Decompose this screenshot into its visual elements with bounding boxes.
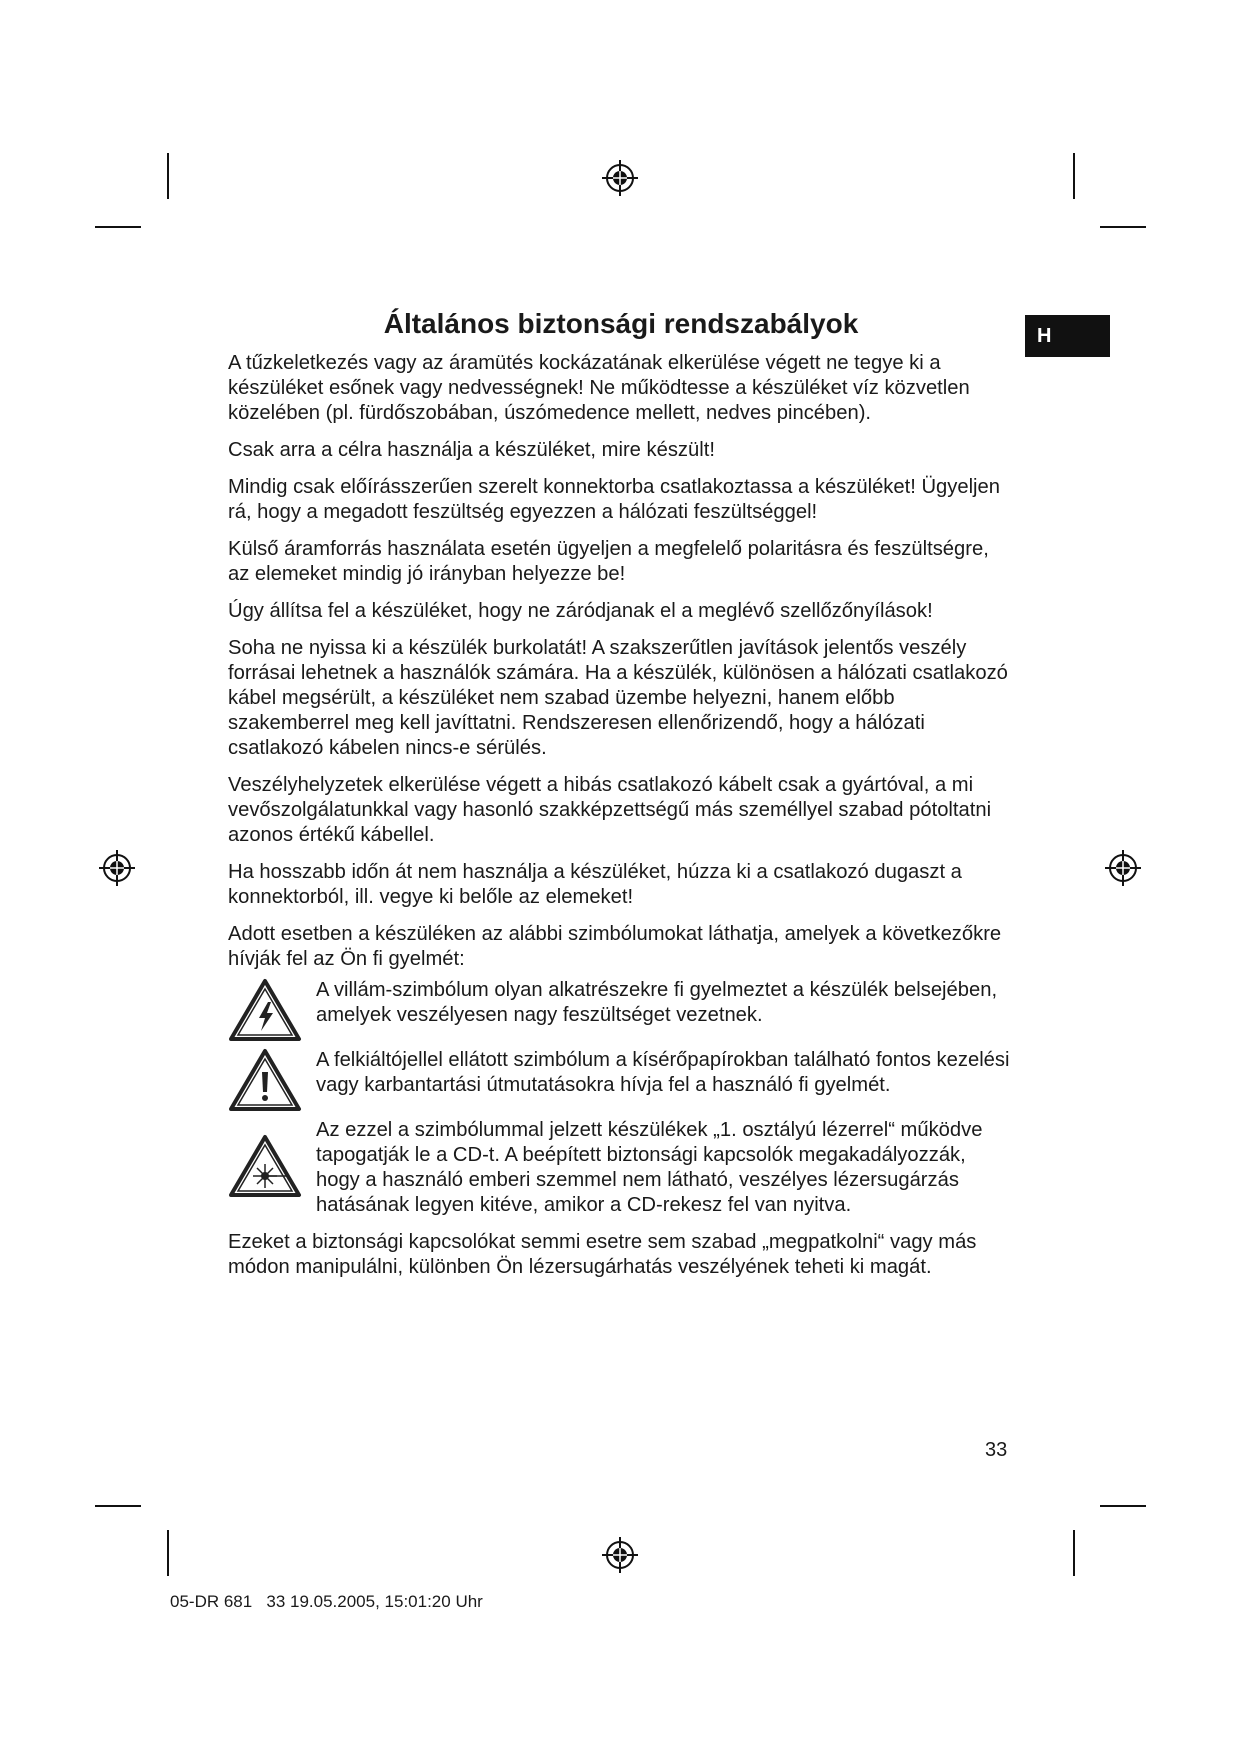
paragraph: A tűzkeletkezés vagy az áramütés kockázatának elkerülése végett ne tegye ki a készüléket esőnek vagy nedvességnek! Ne működtesse a készüléket víz közvetlen közelében (pl. fürdőszobában, úszómedence mellett, nedves pincében). xyxy=(228,352,970,424)
safety-text xyxy=(228,351,1014,1292)
lightning-warning-icon xyxy=(228,978,302,1042)
symbol-row xyxy=(228,978,1014,1042)
crop-mark xyxy=(167,1530,169,1576)
crop-mark xyxy=(167,153,169,199)
print-footer: 05-DR 681 33 19.05.2005, 15:01:20 Uhr xyxy=(170,1592,483,1611)
symbol-description: A villám-szimbólum olyan alkatrészekre fi gyelmeztet a készülék belsejében, amelyek veszélyesen nagy feszültséget vezetnek. xyxy=(316,979,998,1026)
paragraph: Adott esetben a készüléken az alábbi szimbólumokat láthatja, amelyek a következőkre hívják fel az Ön fi gyelmét: xyxy=(228,923,1002,970)
symbol-description: A felkiáltójellel ellátott szimbólum a kísérőpapírokban található fontos kezelési vagy karbantartási útmutatásokra hívja fel a használó fi gyelmét. xyxy=(316,1049,1010,1096)
crop-mark xyxy=(1100,226,1146,228)
paragraph: Úgy állítsa fel a készüléket, hogy ne záródjanak el a meglévő szellőzőnyílások! xyxy=(228,600,933,622)
crop-mark xyxy=(95,1505,141,1507)
exclamation-warning-icon xyxy=(228,1048,302,1112)
registration-mark-icon xyxy=(600,1535,640,1575)
paragraph: Soha ne nyissa ki a készülék burkolatát! A szakszerűtlen javítások jelentős veszély forrásai lehetnek a használók számára. Ha a készülék, különösen a hálózati csatlakozó kábel megsérült, a készüléket nem szabad üzembe helyezni, hanem előbb szakemberrel meg kell javíttatni. Rendszeresen ellenőrizendő, hogy a hálózati csatlakozó kábelen nincs-e sérülés. xyxy=(228,637,1008,759)
paragraph: Ha hosszabb időn át nem használja a készüléket, húzza ki a csatlakozó dugaszt a konnektorból, ill. vegye ki belőle az elemeket! xyxy=(228,861,962,908)
registration-mark-icon xyxy=(1103,848,1143,888)
language-tab: H xyxy=(1025,315,1110,357)
paragraph: Csak arra a célra használja a készüléket, mire készült! xyxy=(228,439,715,461)
registration-mark-icon xyxy=(600,158,640,198)
registration-mark-icon xyxy=(97,848,137,888)
symbol-row xyxy=(228,1048,1014,1112)
crop-mark xyxy=(95,226,141,228)
crop-mark xyxy=(1073,1530,1075,1576)
crop-mark xyxy=(1073,153,1075,199)
symbol-row xyxy=(228,1118,1014,1218)
crop-mark xyxy=(1100,1505,1146,1507)
laser-warning-icon xyxy=(228,1134,302,1198)
page-title: Általános biztonsági rendszabályok xyxy=(383,308,859,339)
paragraph: Veszélyhelyzetek elkerülése végett a hibás csatlakozó kábelt csak a gyártóval, a mi vevőszolgálatunkkal vagy hasonló szakképzettségű más személlyel szabad pótoltatni azonos értékű kábellel. xyxy=(228,774,992,846)
symbol-description: Az ezzel a szimbólummal jelzett készülékek „1. osztályú lézerrel“ működve tapogatják le a CD-t. A beépített biztonsági kapcsolók megakadályozzák, hogy a használó emberi szemmel nem látható, veszélyes lézersugárzás hatásának legyen kitéve, amikor a CD-rekesz fel van nyitva. xyxy=(316,1119,983,1216)
paragraph: Mindig csak előírásszerűen szerelt konnektorba csatlakoztassa a készüléket! Ügyeljen rá, hogy a megadott feszültség egyezzen a hálózati feszültséggel! xyxy=(228,476,1000,523)
page-number: 33 xyxy=(985,1439,1008,1461)
paragraph: Külső áramforrás használata esetén ügyeljen a megfelelő polaritásra és feszültségre, az elemeket mindig jó irányban helyezze be! xyxy=(228,538,989,585)
paragraph: Ezeket a biztonsági kapcsolókat semmi esetre sem szabad „megpatkolni“ vagy más módon manipulálni, különben Ön lézersugárhatás veszélyének teheti ki magát. xyxy=(228,1231,977,1278)
